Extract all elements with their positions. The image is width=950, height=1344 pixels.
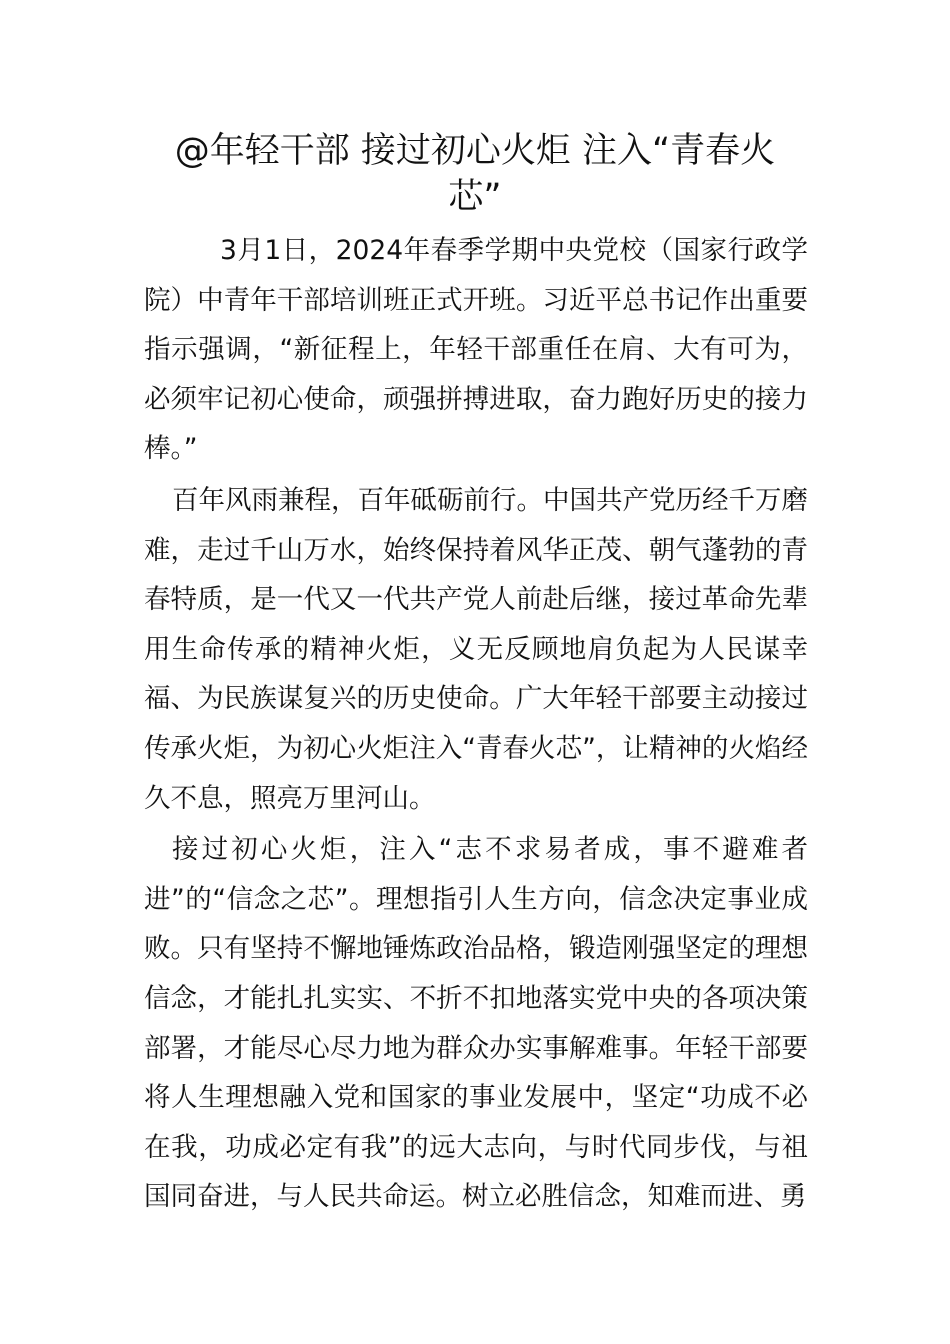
- document-body: [144, 226, 808, 1222]
- paragraph-1: 3月1日，2024年春季学期中央党校（国家行政学院）中青年干部培训班正式开班。习近平总书记作出重要指示强调，“新征程上，年轻干部重任在肩、大有可为，必须牢记初心使命，顽强拼搏进取，奋力跑好历史的接力棒。”: [144, 235, 808, 465]
- paragraph-2: 百年风雨兼程，百年砥砺前行。中国共产党历经千万磨难，走过千山万水，始终保持着风华正茂、朝气蓬勃的青春特质，是一代又一代共产党人前赴后继，接过革命先辈用生命传承的精神火炬，义无反顾地肩负起为人民谋幸福、为民族谋复兴的历史使命。广大年轻干部要主动接过传承火炬，为初心火炬注入“青春火芯”，让精神的火焰经久不息，照亮万里河山。: [144, 484, 808, 814]
- document-title: @年轻干部 接过初心火炬 注入“青春火芯”: [174, 131, 776, 217]
- paragraph-3: 接过初心火炬，注入“志不求易者成，事不避难者进”的“信念之芯”。理想指引人生方向，信念决定事业成败。只有坚持不懈地锤炼政治品格，锻造刚强坚定的理想信念，才能扎扎实实、不折不扣地落实党中央的各项决策部署，才能尽心尽力地为群众办实事解难事。年轻干部要将人生理想融入党和国家的事业发展中，坚定“功成不必在我，功成必定有我”的远大志向，与时代同步伐，与祖国同奋进，与人民共命运。树立必胜信念，知难而进、勇: [144, 834, 808, 1213]
